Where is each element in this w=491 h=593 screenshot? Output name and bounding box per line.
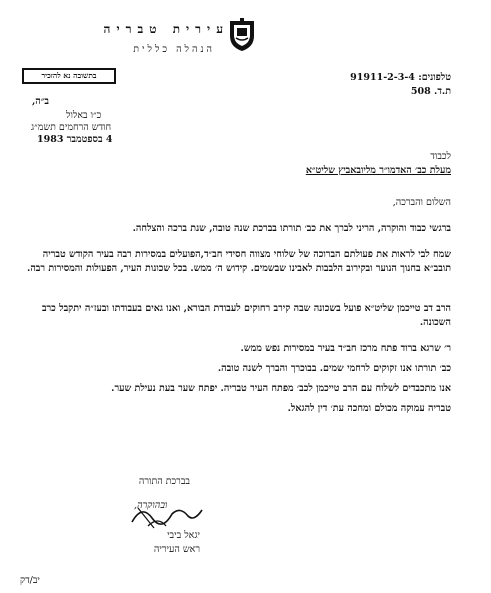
body-paragraph: אנו מתכבדים לשלוח עם הרב טייכמן לכב׳ מפתח העיר טבריה. יפתח שער בעת נעילת שער. [111,383,451,394]
body-paragraph: כב׳ תורתו אנו זקוקים לרחמי שמים. בבוכרך והברך לשנה טובה. [217,363,451,374]
body-paragraph: שמח לבי לראות את פעולתם הברוכה של שלוחי מצווה חסידי חב״ד,הפועלים במסירות רבה בעיר הקודש טבריה תובב״א בחנוך הנוער ובקירוב הלבבות לאבינו שבשמים. קידוש ה׳ ממש. בכל שכונות העיר, הפעולות והמסירות רבה. [27,249,451,274]
management-label: הנהלה כללית [133,44,215,55]
po-box: ת.ד. 508 [410,86,451,97]
hebrew-date-month-year: חודש הרחמים תשמ״ג [31,122,112,133]
reference-code: יב/דק [20,575,40,586]
recipient-name: מעלת כב׳ האדמו״ר מליובאביץ שליט״א [305,165,451,176]
bh-mark: ב״ה, [32,96,49,107]
recipient-salutation: לכבוד [430,151,451,162]
body-paragraph: ר׳ שרגא ברוד פתח מרכז חב״ד בעיר במסירות נפש ממש. [240,343,451,354]
body-paragraph: ברגשי כבוד והוקרה, הריני לברך את כב׳ תורתו בברכת שנה טובה, שנת ברכה והצלחה. [132,223,451,234]
reply-reference-stamp: בתשובה נא להזכיר [22,68,116,84]
signature-handwritten-text: ובהוקרה, [134,500,168,511]
hebrew-date-day: כ״ו באלול [66,110,102,121]
body-paragraph: טבריה עמוקה מכולם ומחכה עת׳ דין להגאל. [287,403,451,414]
signatory-name: יגאל ביבי [167,530,200,541]
gregorian-date: 4 בספטמבר 1983 [37,134,113,145]
signatory-title: ראש העיריה [153,544,200,555]
closing-blessing: בברכת התורה [138,476,190,487]
body-paragraph: הרב דב טייכמן שליט״א פועל בשכונה שבה קירב רחוקים לעבודת הבורא, ואנו גאים בעבודתו ובעז״ה יתקבל כרב השכונה. [41,303,451,328]
city-emblem-icon [228,18,256,52]
municipality-name: עירית טבריה [103,22,229,36]
phone-numbers: טלפונים: 91911-2-3-4 [350,72,451,83]
greeting: השלום והברכה, [392,197,451,208]
